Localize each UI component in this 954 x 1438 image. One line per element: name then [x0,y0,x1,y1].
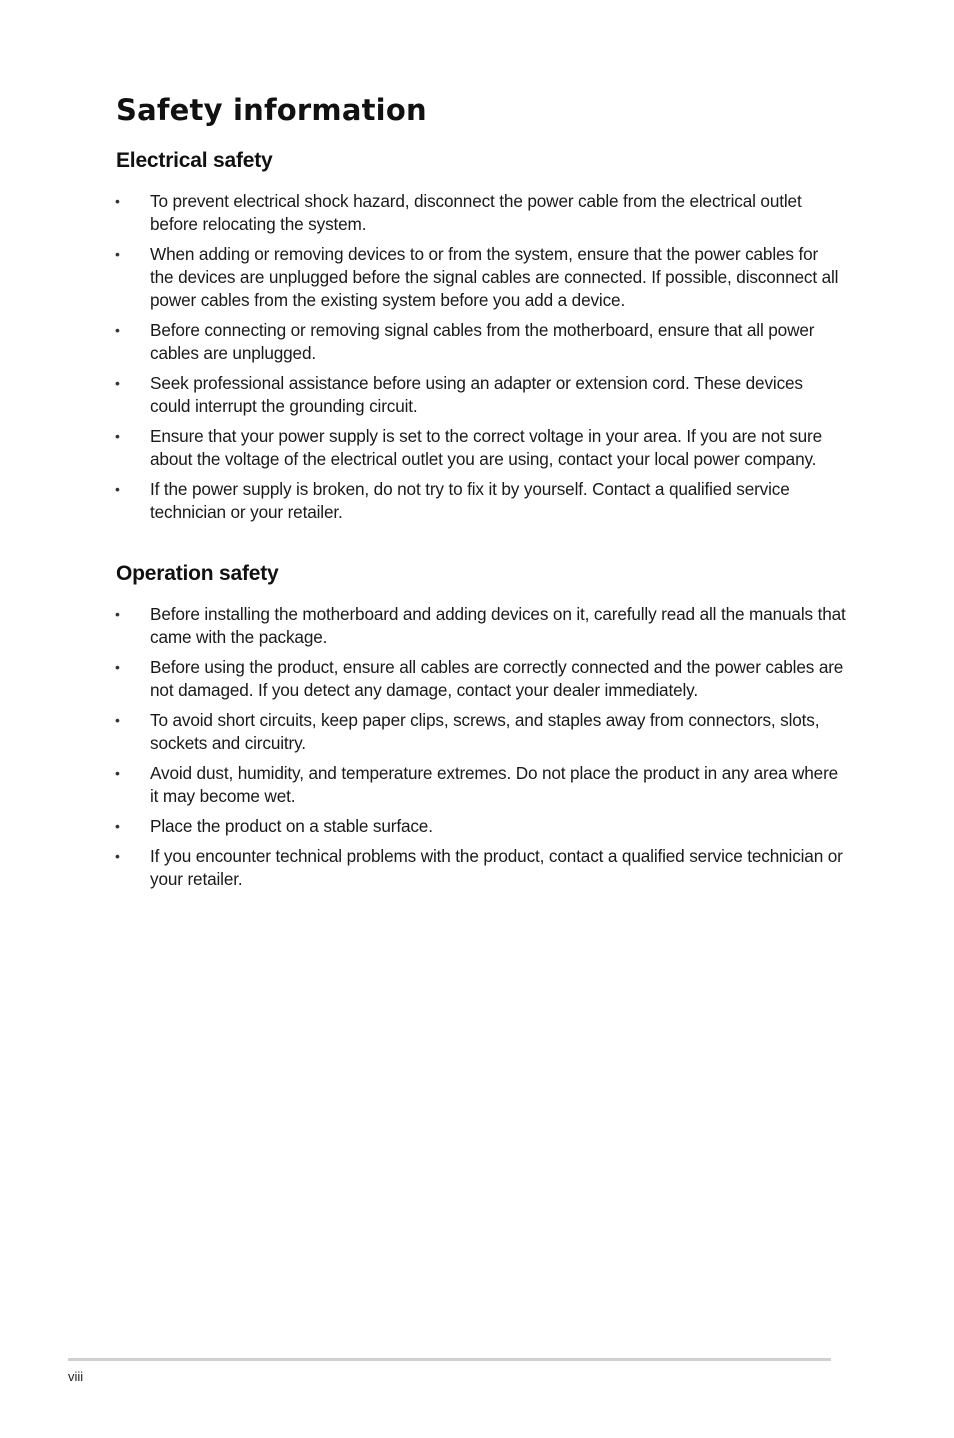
list-item-text: Before connecting or removing signal cables from the motherboard, ensure that all power cables are unplugged. [150,320,815,363]
bullet-icon: • [115,818,120,834]
bullet-icon: • [115,765,120,781]
electrical-safety-section [116,146,846,531]
electrical-safety-heading: Electrical safety [116,149,273,172]
bullet-icon: • [115,322,120,338]
list-item [116,190,846,236]
list-item [116,243,846,312]
bullet-icon: • [115,375,120,391]
list-item-text: If the power supply is broken, do not try to fix it by yourself. Contact a qualified service technician or your retailer. [150,479,790,522]
list-item [116,815,846,838]
list-item-text: Before installing the motherboard and adding devices on it, carefully read all the manuals that came with the package. [150,604,846,647]
bullet-icon: • [115,712,120,728]
bullet-icon: • [115,481,120,497]
list-item [116,319,846,365]
operation-safety-heading: Operation safety [116,562,279,585]
operation-safety-section [116,559,846,898]
list-item-text: Seek professional assistance before using an adapter or extension cord. These devices could interrupt the grounding circuit. [150,373,803,416]
bullet-icon: • [115,606,120,622]
footer-divider [68,1358,831,1361]
bullet-icon: • [115,193,120,209]
operation-safety-list [116,603,846,891]
list-item-text: To avoid short circuits, keep paper clips, screws, and staples away from connectors, slots, sockets and circuitry. [150,710,820,753]
list-item [116,709,846,755]
list-item [116,656,846,702]
bullet-icon: • [115,246,120,262]
list-item-text: Before using the product, ensure all cables are correctly connected and the power cables are not damaged. If you detect any damage, contact your dealer immediately. [150,657,844,700]
page-title: Safety information [116,93,427,127]
list-item-text: When adding or removing devices to or from the system, ensure that the power cables for the devices are unplugged before the signal cables are connected. If possible, disconnect all power cables from the existing system before you add a device. [150,244,839,310]
list-item-text: Place the product on a stable surface. [150,816,433,836]
list-item [116,425,846,471]
list-item [116,372,846,418]
page-number: viii [68,1369,84,1384]
list-item-text: To prevent electrical shock hazard, disconnect the power cable from the electrical outlet before relocating the system. [150,191,802,234]
list-item-text: Avoid dust, humidity, and temperature extremes. Do not place the product in any area where it may become wet. [150,763,839,806]
bullet-icon: • [115,659,120,675]
bullet-icon: • [115,428,120,444]
bullet-icon: • [115,848,120,864]
list-item [116,845,846,891]
list-item [116,603,846,649]
list-item [116,762,846,808]
electrical-safety-list [116,190,846,524]
list-item-text: If you encounter technical problems with the product, contact a qualified service technician or your retailer. [150,846,843,889]
list-item-text: Ensure that your power supply is set to the correct voltage in your area. If you are not sure about the voltage of the electrical outlet you are using, contact your local power company. [150,426,822,469]
list-item [116,478,846,524]
